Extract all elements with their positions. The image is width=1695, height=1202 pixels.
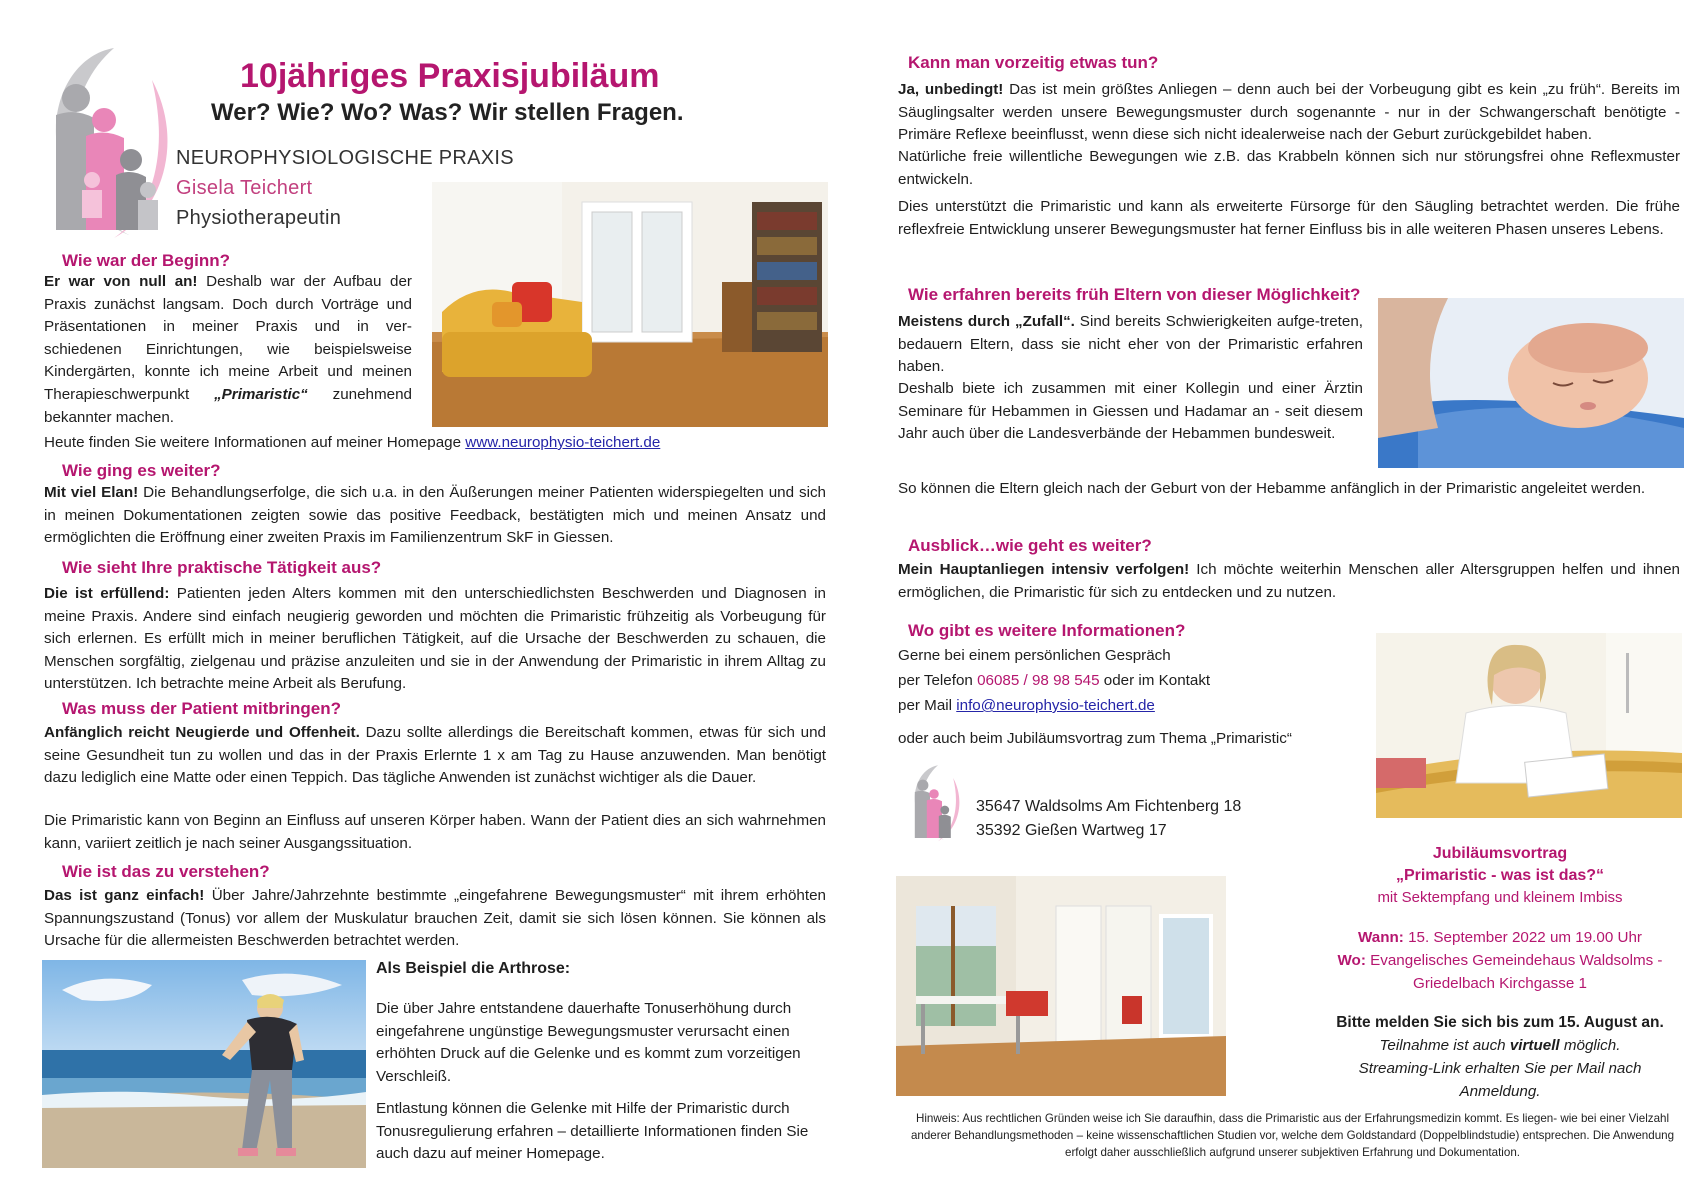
paragraph-eltern-3: So können die Eltern gleich nach der Geburt von der Hebamme anfänglich in der Primaristic angeleitet werden. [898,480,1646,497]
paragraph-weiter: Mit viel Elan! Die Behandlungserfolge, die sich u.a. in den Äußerungen meiner Patienten widerspiegelten und sich in meinen Dokumentationen zeigten sowie das positive Feedback, bestätigten mich und meinen Ansatz und ermöglichten die Eröffnung einer zweiten Praxis im Familienzentrum SkF in Giessen. [44,484,826,547]
heading-verstehen: Wie ist das zu verstehen? [62,862,270,881]
practice-logo-small [906,760,962,844]
paragraph-vorzeitig-3: Dies unterstützt die Primaristic und kann als erweiterte Fürsorge für den Säugling betrachtet werden. Die frühe reflexfreie Entwicklung unserer Bewegungsmuster hat ferner Einfluss bis in alle weiteren Phasen unseres Lebens. [898,198,1680,238]
event-where-2: Griedelbach Kirchgasse 1 [1413,975,1587,992]
event-virtual: Teilnahme ist auch virtuell möglich. [1379,1037,1621,1054]
info-line-4: oder auch beim Jubiläumsvortrag zum Thema „Primaristic“ [898,730,1292,747]
heading-weiter: Wie ging es weiter? [62,461,221,480]
practitioner-title: Physiotherapeutin [176,207,342,229]
paragraph-mitbringen-2: Die Primaristic kann von Beginn an Einfluss auf unseren Körper haben. Wann der Patient dies an sich wahrnehmen kann, variiert zeitlich je nach seiner Ausgangssituation. [44,812,826,852]
info-mail-line: per Mail info@neurophysio-teichert.de [898,697,1155,714]
practice-room-photo [432,182,828,427]
heading-informationen: Wo gibt es weitere Informationen? [908,621,1186,640]
paragraph-mitbringen: Anfänglich reicht Neugierde und Offenheit. Dazu sollte allerdings die Bereitschaft kommen, etwas für sich und seine Gesundheit tun zu wollen und das in der Praxis Erlernte 1 x am Tag zu Hause anzuwenden. Man benötigt dazu lediglich eine Matte oder einen Teppich. Das tägliche Anwenden ist zunächst wichtiger als die Dauer. [44,724,826,787]
mail-link[interactable]: info@neurophysio-teichert.de [956,697,1155,714]
paragraph-arthrose-2: Entlastung können die Gelenke mit Hilfe der Primaristic durch Tonusregulierung erfahren – detaillierte Informationen finden Sie auch dazu auf meiner Homepage. [376,1100,809,1163]
legal-notice: Hinweis: Aus rechtlichen Gründen weise ich Sie daraufhin, dass die Primaristic aus der Erfahrungsmedizin kommt. Es liegen- wie bei einer Vielzahl anderer Behandlungsmethoden – keine wissenschaftlichen Studien vor, welche dem Goldstandard (Doppelblindstudie) entsprechen. Die Anwendung erfolgt daher ausschließlich aufgrund unserer subjektiven Erfahrung und Dokumentation. [910,1112,1675,1159]
beach-exercise-photo [42,960,366,1168]
event-where: Wo: Evangelisches Gemeindehaus Waldsolms - [1337,952,1663,969]
event-title: Jubiläumsvortrag [1432,845,1568,862]
lead-taetigkeit: Die ist erfüllend: [44,585,170,602]
practice-logo [34,40,174,240]
event-block [1310,843,1690,909]
paragraph-vorzeitig: Ja, unbedingt! Das ist mein größtes Anliegen – denn auch bei der Vorbeugung gibt es kein „zu früh“. Bereits im Säuglingsalter werden unsere Bewegungsmuster durch sogenannte - nur in der Schwangerschaft benötigte - Primäre Reflexe beeinflusst, wenn diese sich nicht idealerweise nach der Geburt zurückgebildet haben. [898,81,1680,144]
baby-photo [1378,298,1684,468]
page-title: 10jähriges Praxisjubiläum [240,57,660,95]
paragraph-eltern: Meistens durch „Zufall“. Sind bereits Schwierigkeiten aufge-treten, bedauern Eltern, dass sie nicht eher von der Primaristic erfahren haben. [898,313,1363,376]
practice-interior-photo [896,876,1226,1096]
heading-beginn: Wie war der Beginn? [62,251,230,270]
therapist-photo [1376,633,1682,818]
event-register: Bitte melden Sie sich bis zum 15. August an. [1336,1014,1664,1031]
paragraph-eltern-2: Deshalb biete ich zusammen mit einer Kollegin und einer Ärztin Seminare für Hebammen in Giessen und Hadamar an - seit diesem Jahr auch über die Landesverbände der Hebammen bundesweit. [898,380,1363,443]
heading-mitbringen: Was muss der Patient mitbringen? [62,699,341,718]
address-1: 35647 Waldsolms Am Fichtenberg 18 [976,798,1242,815]
practitioner-name: Gisela Teichert [176,177,313,199]
heading-eltern: Wie erfahren bereits früh Eltern von dieser Möglichkeit? [908,285,1361,304]
paragraph-arthrose-1: Die über Jahre entstandene dauerhafte Tonuserhöhung durch eingefahrene ungünstige Bewegungsmuster verursacht einen erhöhten Druck auf die Gelenke und es kommt zum vorzeitigen Verschleiß. [376,1000,801,1085]
practice-name: NEUROPHYSIOLOGISCHE PRAXIS [176,147,514,169]
paragraph-ausblick: Mein Hauptanliegen intensiv verfolgen! Ich möchte weiterhin Menschen aller Altersgruppen helfen und ihnen ermöglichen, die Primaristic für sich zu entdecken und zu nutzen. [898,561,1680,601]
event-subtitle: mit Sektempfang und kleinem Imbiss [1377,889,1623,906]
lead-vorzeitig: Ja, unbedingt! [898,81,1004,98]
event-title-2: „Primaristic - was ist das?“ [1395,867,1605,884]
homepage-line: Heute finden Sie weitere Informationen auf meiner Homepage www.neurophysio-teichert.de [44,434,661,451]
heading-vorzeitig: Kann man vorzeitig etwas tun? [908,53,1159,72]
lead-eltern: Meistens durch „Zufall“. [898,313,1075,330]
paragraph-verstehen: Das ist ganz einfach! Über Jahre/Jahrzehnte bestimmte „eingefahrene Bewegungsmuster“ mit ihrem erhöhten Spannungszustand (Tonus) vor allem der Muskulatur brauchen Zeit, damit sie sich lösen können. Sie können als Ursache für die allermeisten Beschwerden betrachtet werden. [44,887,826,950]
paragraph-beginn: Er war von null an! Deshalb war der Aufbau der Praxis zunächst langsam. Doch durch Vorträge und Präsentationen in meiner Praxis und in ver-schiedenen Einrichtungen, wie beispielsweise Kindergärten, konnte ich meine Arbeit und meinen Therapieschwerpunkt „Primaristic“ zunehmend bekannter machen. [44,273,412,426]
paragraph-taetigkeit: Die ist erfüllend: Patienten jeden Alters kommen mit den unterschiedlichsten Beschwerden und Diagnosen in meine Praxis. Andere sind einfach neugierig geworden und möchten die Primaristic frühzeitig als Vorbeugung für sich erlernen. Es erfüllt mich in meiner beruflichen Tätigkeit, auf die Ursache der Beschwerden zu schauen, die Menschen sorgfältig, zielgenau und präzise anzuleiten und sie in der Anwendung der Primaristic in ihrem Alltag zu unterstützen. Ich betrachte meine Arbeit als Berufung. [44,585,826,693]
event-when: Wann: 15. September 2022 um 19.00 Uhr [1358,929,1642,946]
address-2: 35392 Gießen Wartweg 17 [976,822,1167,839]
lead-mitbringen: Anfänglich reicht Neugierde und Offenheit. [44,724,360,741]
event-stream: Streaming-Link erhalten Sie per Mail nach [1358,1060,1642,1077]
lead-ausblick: Mein Hauptanliegen intensiv verfolgen! [898,561,1190,578]
heading-arthrose: Als Beispiel die Arthrose: [376,960,571,977]
lead-weiter: Mit viel Elan! [44,484,139,501]
paragraph-vorzeitig-2: Natürliche freie willentliche Bewegungen wie z.B. das Krabbeln können sich nur störungsfrei ohne Reflexmuster entwickeln. [898,148,1680,188]
event-stream-2: Anmeldung. [1459,1083,1541,1100]
info-phone-line: per Telefon 06085 / 98 98 545 oder im Kontakt [898,672,1211,689]
primaristic-emphasis: „Primaristic“ [214,385,308,403]
phone-number[interactable]: 06085 / 98 98 545 [977,672,1100,689]
lead-beginn: Er war von null an! [44,273,198,290]
heading-taetigkeit: Wie sieht Ihre praktische Tätigkeit aus? [62,558,382,577]
homepage-link[interactable]: www.neurophysio-teichert.de [465,434,661,451]
lead-verstehen: Das ist ganz einfach! [44,887,205,904]
info-line-1: Gerne bei einem persönlichen Gespräch [898,647,1171,664]
page-subtitle: Wer? Wie? Wo? Was? Wir stellen Fragen. [211,99,684,126]
heading-ausblick: Ausblick…wie geht es weiter? [908,536,1152,555]
